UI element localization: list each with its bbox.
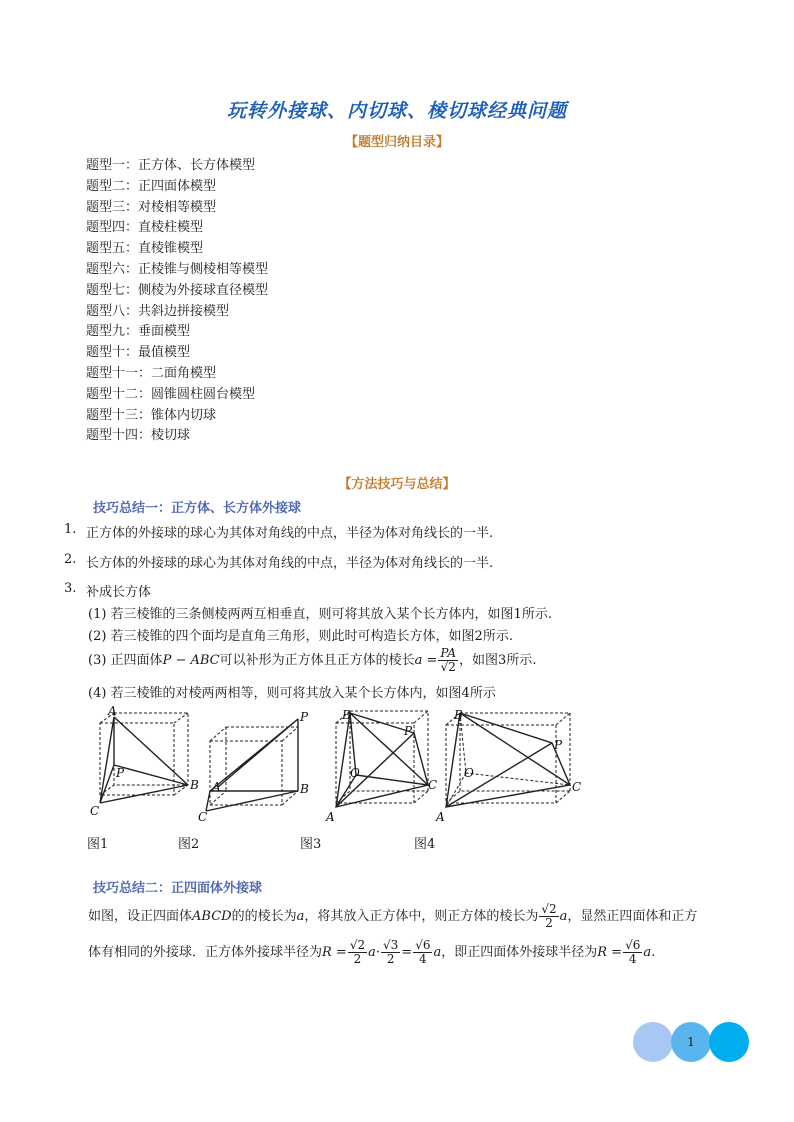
fraction-denominator: 2 xyxy=(386,952,395,966)
fraction-numerator: PA xyxy=(440,646,457,660)
toc-item[interactable]: 题型十三：锥体内切球 xyxy=(86,407,217,423)
toc-item[interactable]: 题型十四：棱切球 xyxy=(86,428,191,444)
math-expr: ABCD xyxy=(192,909,232,924)
toc-item[interactable]: 题型十：最值模型 xyxy=(86,345,191,361)
text-run: ，显然正四面体和正方 xyxy=(567,909,698,924)
vertex-label: P xyxy=(404,724,413,738)
page-number: 1 xyxy=(687,1035,695,1049)
methods-header: 【方法技巧与总结】 xyxy=(338,477,456,492)
page-number-badge xyxy=(633,1022,749,1062)
sub3-mid: 可以补形为正方体且正方体的棱长 xyxy=(219,653,415,668)
figure-caption: 图2 xyxy=(178,837,200,852)
sub3-prefix: (3) 正四面体 xyxy=(88,653,163,668)
vertex-label: C xyxy=(90,804,100,818)
vertex-label: C xyxy=(428,778,438,792)
toc-item[interactable]: 题型五：直棱锥模型 xyxy=(86,241,204,257)
sub3-post: ，如图3所示. xyxy=(459,653,537,668)
vertex-label: B xyxy=(342,708,351,722)
fraction xyxy=(413,939,432,966)
fraction xyxy=(438,647,458,674)
vertex-label: C xyxy=(198,810,208,824)
fraction-numerator: √6 xyxy=(415,938,431,952)
vertex-label: O xyxy=(350,766,360,780)
text-run: ，即正四面体外接球半径为 xyxy=(441,945,598,960)
vertex-label: B xyxy=(454,708,463,722)
fraction-denominator: 2 xyxy=(545,916,553,930)
item-text: 长方体的外接球的球心为其体对角线的中点，半径为体对角线长的一半. xyxy=(86,556,494,571)
vertex-label: B xyxy=(190,778,199,792)
figure-caption: 图1 xyxy=(87,837,109,852)
figure-caption: 图3 xyxy=(300,837,322,852)
vertex-label: B xyxy=(300,782,309,796)
toc-header: 【题型归纳目录】 xyxy=(344,135,449,150)
math-expr: a xyxy=(296,909,305,924)
item-number: 3. xyxy=(64,581,77,596)
toc-item[interactable]: 题型四：直棱柱模型 xyxy=(86,220,204,236)
fraction-numerator: √3 xyxy=(383,938,399,952)
item-text: 补成长方体 xyxy=(86,585,152,600)
summary1-title: 技巧总结一：正方体、长方体外接球 xyxy=(93,501,302,516)
page-circle-decor xyxy=(633,1022,673,1062)
text-run: 体有相同的外接球．正方体外接球半径为 xyxy=(88,945,323,960)
toc-item[interactable]: 题型一：正方体、长方体模型 xyxy=(86,158,256,173)
sub-item: (1) 若三棱锥的三条侧棱两两互相垂直，则可将其放入某个长方体内，如图1所示. xyxy=(88,607,552,622)
toc-item[interactable]: 题型八：共斜边拼接模型 xyxy=(86,303,230,319)
fraction-numerator: √2 xyxy=(349,938,366,952)
figure-4 xyxy=(446,713,570,807)
fraction xyxy=(381,939,400,966)
math-expr: a xyxy=(643,945,652,960)
text-run: ，将其放入正方体中，则正方体的棱长为 xyxy=(304,909,539,924)
vertex-label: P xyxy=(116,766,125,780)
math-expr: R = xyxy=(597,945,623,960)
fraction xyxy=(348,939,367,966)
vertex-label: A xyxy=(326,810,335,824)
math-expr: = xyxy=(401,945,413,960)
fraction-denominator: 4 xyxy=(419,952,427,966)
vertex-label: C xyxy=(572,780,582,794)
math-expr: a xyxy=(559,909,568,924)
text-run: 如图，设正四面体 xyxy=(88,909,193,924)
toc-item[interactable]: 题型六：正棱锥与侧棱相等模型 xyxy=(86,261,269,277)
toc-item[interactable]: 题型二：正四面体模型 xyxy=(86,178,217,194)
fraction-denominator: 4 xyxy=(628,952,637,966)
figure-3 xyxy=(336,711,428,807)
page-circle-decor xyxy=(709,1022,749,1062)
toc-item[interactable]: 题型十二：圆锥圆柱圆台模型 xyxy=(86,386,256,402)
fraction-numerator: √2 xyxy=(541,902,557,916)
fraction-denominator: 2 xyxy=(353,952,362,966)
math-expr: P − ABC xyxy=(162,653,220,668)
figure-caption: 图4 xyxy=(414,837,436,852)
figure-2 xyxy=(206,719,298,811)
math-expr: a· xyxy=(368,945,381,960)
text-run: 的的棱长为 xyxy=(231,909,297,924)
item-text: 正方体的外接球的球心为其体对角线的中点，半径为体对角线长的一半. xyxy=(86,526,494,541)
toc-list xyxy=(86,156,268,447)
figures-diagram xyxy=(86,703,596,828)
summary2-line2 xyxy=(88,936,655,970)
vertex-label: A xyxy=(212,780,221,794)
toc-item[interactable]: 题型十一：二面角模型 xyxy=(86,365,217,381)
vertex-label: A xyxy=(436,810,445,824)
text-run: . xyxy=(651,945,656,960)
figure-1 xyxy=(100,713,188,803)
document-title: 玩转外接球、内切球、棱切球经典问题 xyxy=(226,100,567,122)
summary2-line1 xyxy=(88,900,697,934)
fraction-denominator: √2 xyxy=(440,660,456,674)
sub-item-3 xyxy=(88,646,536,676)
summary2-title: 技巧总结二：正四面体外接球 xyxy=(93,881,263,896)
vertex-label: O xyxy=(464,766,474,780)
sub-item: (4) 若三棱锥的对棱两两相等，则可将其放入某个长方体内，如图4所示 xyxy=(88,686,496,701)
fraction-numerator: √6 xyxy=(625,938,641,952)
vertex-label: A xyxy=(108,704,117,718)
math-expr: R = xyxy=(322,945,347,960)
toc-item[interactable]: 题型九：垂面模型 xyxy=(86,324,191,340)
fraction xyxy=(539,903,558,930)
vertex-label: P xyxy=(554,738,563,752)
fraction xyxy=(623,939,642,966)
item-number: 1. xyxy=(64,522,77,537)
item-number: 2. xyxy=(64,552,77,567)
toc-item[interactable]: 题型七：侧棱为外接球直径模型 xyxy=(86,282,269,298)
vertex-label: P xyxy=(300,710,309,724)
math-expr: a xyxy=(433,945,442,960)
sub-item: (2) 若三棱锥的四个面均是直角三角形，则此时可构造长方体，如图2所示. xyxy=(88,629,513,644)
math-expr: a = xyxy=(414,653,438,668)
toc-item[interactable]: 题型三：对棱相等模型 xyxy=(86,199,217,215)
